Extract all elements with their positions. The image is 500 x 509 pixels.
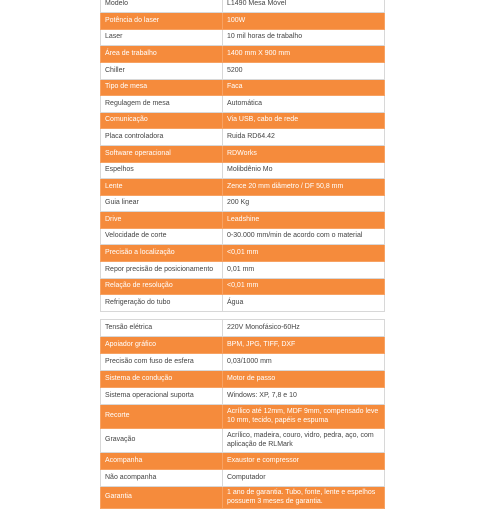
spec-label: Espelhos [101,163,223,179]
table-row [101,30,385,46]
spec-label: Sistema de condução [101,371,223,388]
spec-value: 100W [223,13,385,30]
spec-label: Modelo [101,0,223,13]
table-row [101,405,385,429]
table-row [101,179,385,196]
table-row [101,0,385,13]
table-row [101,96,385,113]
spec-value: <0,01 mm [223,245,385,262]
spec-label: Tensão elétrica [101,320,223,337]
spec-label: Precisão com fuso de esfera [101,354,223,371]
spec-value: Motor de passo [223,371,385,388]
spec-label: Velocidade de corte [101,229,223,245]
spec-value: Faca [223,80,385,96]
spec-label: Refrigeração do tubo [101,295,223,312]
spec-label: Recorte [101,405,223,429]
spec-value: L1490 Mesa Móvel [223,0,385,13]
spec-value: BPM, JPG, TIFF, DXF [223,337,385,354]
spec-value: Exaustor e compressor [223,453,385,470]
spec-label: Placa controladora [101,129,223,146]
spec-label: Tipo de mesa [101,80,223,96]
table-row [101,279,385,295]
spec-value: Automática [223,96,385,113]
spec-label: Guia linear [101,196,223,212]
spec-label: Sistema operacional suporta [101,388,223,405]
spec-label: Não acompanha [101,470,223,487]
table-row [101,245,385,262]
spec-table-2 [100,319,385,509]
table-row [101,146,385,163]
spec-label: Repor precisão de posicionamento [101,262,223,279]
spec-label: Comunicação [101,113,223,129]
table-row [101,13,385,30]
table-row [101,388,385,405]
spec-label: Regulagem de mesa [101,96,223,113]
spec-label: Precisão a localização [101,245,223,262]
table-row [101,337,385,354]
spec-value: 1 ano de garantia. Tubo, fonte, lente e espelhos possuem 3 meses de garantia. [223,487,385,509]
spec-value: 220V Monofásico-60Hz [223,320,385,337]
table-row [101,80,385,96]
spec-value: Computador [223,470,385,487]
table-row [101,320,385,337]
table-row [101,371,385,388]
table-row [101,453,385,470]
table-row [101,470,385,487]
spec-label: Potência do laser [101,13,223,30]
spec-label: Drive [101,212,223,229]
spec-value: 200 Kg [223,196,385,212]
table-row [101,113,385,129]
spec-value: Via USB, cabo de rede [223,113,385,129]
table-row [101,46,385,63]
spec-value: <0,01 mm [223,279,385,295]
table-row [101,229,385,245]
spec-label: Acompanha [101,453,223,470]
spec-value: Ruida RD64.42 [223,129,385,146]
spec-label: Gravação [101,429,223,453]
spec-value: Acrílico até 12mm, MDF 9mm, compensado leve 10 mm, tecido, papéis e espuma [223,405,385,429]
table-row [101,63,385,80]
table-row [101,295,385,312]
spec-label: Software operacional [101,146,223,163]
spec-value: Molibdênio Mo [223,163,385,179]
table-row [101,429,385,453]
spec-label: Lente [101,179,223,196]
spec-label: Área de trabalho [101,46,223,63]
spec-value: 1400 mm X 900 mm [223,46,385,63]
table-row [101,262,385,279]
table-row [101,354,385,371]
spec-value: Água [223,295,385,312]
spec-value: 10 mil horas de trabalho [223,30,385,46]
table-row [101,163,385,179]
spec-value: Acrílico, madeira, couro, vidro, pedra, aço, com aplicação de RLMark [223,429,385,453]
table-row [101,196,385,212]
spec-value: Zence 20 mm diâmetro / DF 50,8 mm [223,179,385,196]
spec-value: Windows: XP, 7,8 e 10 [223,388,385,405]
table-row [101,487,385,509]
table-row [101,212,385,229]
spec-label: Garantia [101,487,223,509]
spec-value: RDWorks [223,146,385,163]
spec-label: Chiller [101,63,223,80]
spec-label: Apoiador gráfico [101,337,223,354]
spec-value: 0,03/1000 mm [223,354,385,371]
table-row [101,129,385,146]
spec-label: Relação de resolução [101,279,223,295]
spec-table-1 [100,0,385,312]
spec-value: 0-30.000 mm/min de acordo com o material [223,229,385,245]
spec-value: 0,01 mm [223,262,385,279]
spec-value: 5200 [223,63,385,80]
spec-label: Laser [101,30,223,46]
spec-value: Leadshine [223,212,385,229]
